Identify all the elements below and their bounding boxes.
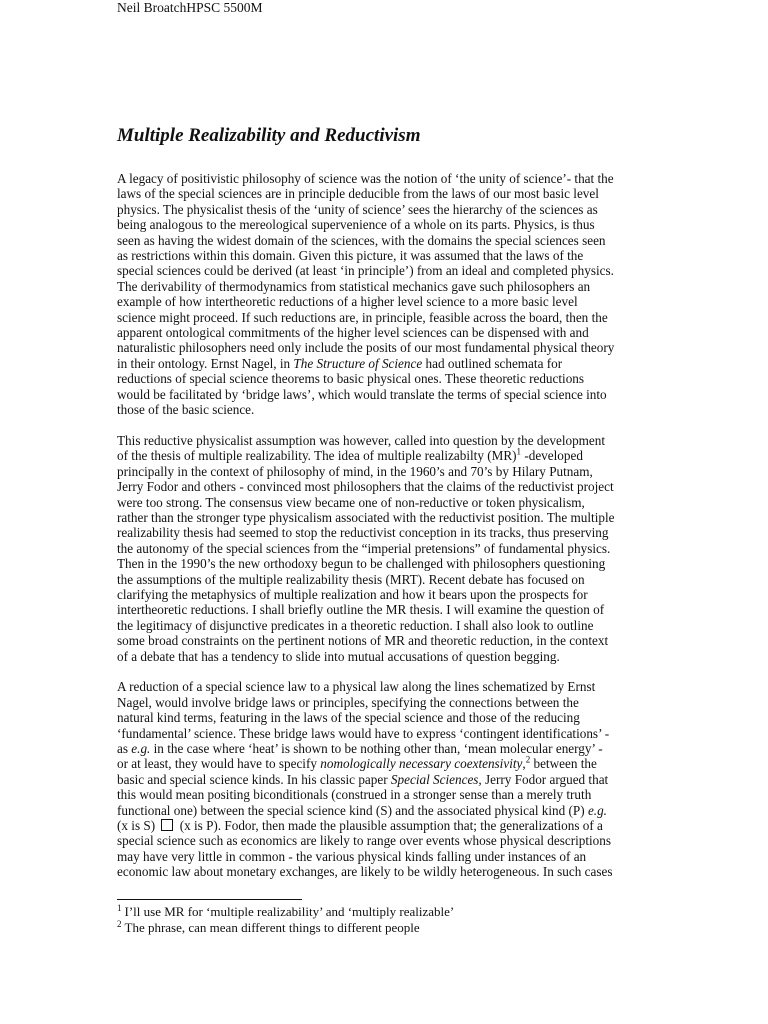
text-line: the autonomy of the special sciences from the “imperial pretensions” of fundamental physics.: [117, 540, 611, 556]
text-run: functional one) between the special science kind (S) and the associated physical kind (P): [117, 802, 588, 818]
text-line: naturalistic philosophers need only include the posits of our most fundamental physical theory: [117, 340, 615, 356]
text-line: [117, 448, 657, 463]
text-line: The derivability of thermodynamics from statistical mechanics gave such philosophers an: [117, 278, 591, 294]
footnotes: [117, 904, 454, 936]
text-line: intertheoretic reductions. I shall briefly outline the MR thesis. I will examine the question of: [117, 602, 605, 618]
text-run: basic and special science kinds. In his classic paper: [117, 771, 391, 787]
text-run: Jerry Fodor argued that: [481, 771, 609, 787]
text-line: economic law about monetary exchanges, are likely to be wildly heterogeneous. In such cases: [117, 864, 613, 880]
text-line: realizability thesis had seemed to stop the reductivist conception in its tracks, thus preserving: [117, 525, 609, 541]
text-line: the legitimacy of disjunctive predicates in a theoretic reduction. I shall also look to outline: [117, 617, 594, 633]
document-body: [117, 171, 657, 895]
text-run: as: [117, 741, 132, 756]
book-title: The Structure of Science: [293, 355, 423, 371]
footnote-text: I’ll use MR for ‘multiple realizability’ and ‘multiply realizable’: [124, 904, 455, 919]
text-run: or at least, they would have to specify: [117, 756, 321, 772]
text-line: [117, 772, 657, 787]
text-line: laws of the special sciences are in principle deducible from the laws of our most basic level: [117, 186, 599, 202]
text-line: clarifying the metaphysics of multiple realization and how it bears upon the prospects for: [117, 586, 588, 602]
paragraph-3: [117, 679, 657, 879]
document-title: Multiple Realizability and Reductivism: [117, 125, 421, 146]
text-line: rather than the stronger type physicalism associated with the reductivist position. The multiple: [117, 509, 615, 525]
footnote-divider: [117, 899, 302, 900]
text-line: special sciences could be derived (at least ‘in principle’) from an ideal and completed physics.: [117, 263, 614, 279]
text-run: -developed: [521, 448, 583, 464]
text-line: were too strong. The consensus view became one of non-reductive or token physicalism,: [117, 494, 585, 510]
text-line: seen as having the widest domain of the sciences, with the domains the special sciences seen: [117, 232, 606, 248]
paper-title: Special Sciences,: [390, 771, 482, 787]
abbrev-eg: e.g.: [131, 741, 151, 756]
text-line: [117, 803, 657, 818]
text-line: this would mean positing biconditionals (construed in a stronger sense than a merely truth: [117, 787, 592, 803]
text-run: (x is S): [117, 818, 159, 834]
text-line: the assumptions of the multiple realizability thesis (MRT). Recent debate has focused on: [117, 571, 585, 587]
biconditional-box-icon: [161, 819, 173, 831]
text-line: This reductive physicalist assumption was however, called into question by the development: [117, 432, 606, 448]
text-line: may have very little in common - the various physical kinds falling under instances of an: [117, 848, 587, 864]
text-run: between the: [530, 756, 597, 772]
text-line: physics. The physicalist thesis of the ‘unity of science’ sees the hierarchy of the sciences as: [117, 201, 598, 217]
text-line: [117, 741, 657, 756]
text-line: A legacy of positivistic philosophy of science was the notion of ‘the unity of science’- that the: [117, 171, 614, 186]
text-line: [117, 356, 657, 371]
text-line: those of the basic science.: [117, 402, 255, 418]
text-run: in the case where ‘heat’ is shown to be nothing other than, ‘mean molecular energy’ -: [150, 741, 603, 756]
text-line: of a debate that has a tendency to slide into mutual accusations of question begging.: [117, 648, 560, 664]
text-line: ‘fundamental’ science. These bridge laws would have to express ‘contingent identifications’ -: [117, 725, 610, 741]
text-line: example of how intertheoretic reductions of a higher level science to a more basic level: [117, 294, 578, 310]
text-line: apparent ontological commitments of the higher level sciences can be dispensed with and: [117, 325, 589, 341]
text-line: principally in the context of philosophy of mind, in the 1960’s and 70’s by Hilary Putnam,: [117, 463, 593, 479]
text-run: in their ontology. Ernst Nagel, in: [117, 355, 294, 371]
text-line: reductions of special science theorems to basic physical ones. These theoretic reductions: [117, 371, 585, 387]
paragraph-1: [117, 171, 657, 418]
italic-phrase: nomologically necessary coextensivity: [320, 756, 523, 772]
text-line: Then in the 1990’s the new orthodoxy begun to be challenged with philosophers questioning: [117, 556, 606, 572]
text-line: [117, 818, 657, 833]
footnote-marker[interactable]: 2: [525, 755, 531, 766]
text-run: (x is P). Fodor, then made the plausible assumption that; the generalizations of a: [176, 818, 603, 834]
text-run: of the thesis of multiple realizability. The idea of multiple realizabilty (MR): [117, 448, 517, 464]
text-line: would be facilitated by ‘bridge laws’, which would translate the terms of special science into: [117, 386, 607, 402]
text-line: [117, 756, 657, 771]
text-line: being analogous to the mereological supervenience of a whole on its parts. Physics, is thus: [117, 217, 595, 233]
abbrev-eg: e.g.: [587, 802, 607, 818]
footnote-number: 1: [117, 902, 122, 913]
footnote-number: 2: [117, 918, 122, 929]
footnote-marker[interactable]: 1: [516, 446, 522, 457]
text-line: A reduction of a special science law to a physical law along the lines schematized by Ernst: [117, 679, 596, 695]
footnote-1: [117, 904, 454, 920]
text-run: had outlined schemata for: [422, 355, 563, 371]
text-line: Jerry Fodor and others - convinced most philosophers that the claims of the reductivist project: [117, 479, 614, 495]
footnote-2: [117, 920, 454, 936]
footnote-text: The phrase, can mean different things to different people: [124, 920, 420, 935]
running-header: Neil BroatchHPSC 5500M: [117, 0, 263, 15]
text-run: ,: [522, 756, 526, 772]
text-line: some broad constraints on the pertinent notions of MR and theoretic reduction, in the context: [117, 633, 609, 649]
text-line: as restrictions within this domain. Given this picture, it was assumed that the laws of the: [117, 248, 584, 264]
text-line: natural kind terms, featuring in the laws of the special science and those of the reducing: [117, 710, 580, 726]
text-line: science might proceed. If such reductions are, in principle, feasible across the board, then the: [117, 309, 608, 325]
text-line: special science such as economics are likely to range over events whose physical descriptions: [117, 833, 611, 849]
text-line: Nagel, would involve bridge laws or principles, specifying the connections between the: [117, 694, 579, 710]
paragraph-2: [117, 433, 657, 664]
